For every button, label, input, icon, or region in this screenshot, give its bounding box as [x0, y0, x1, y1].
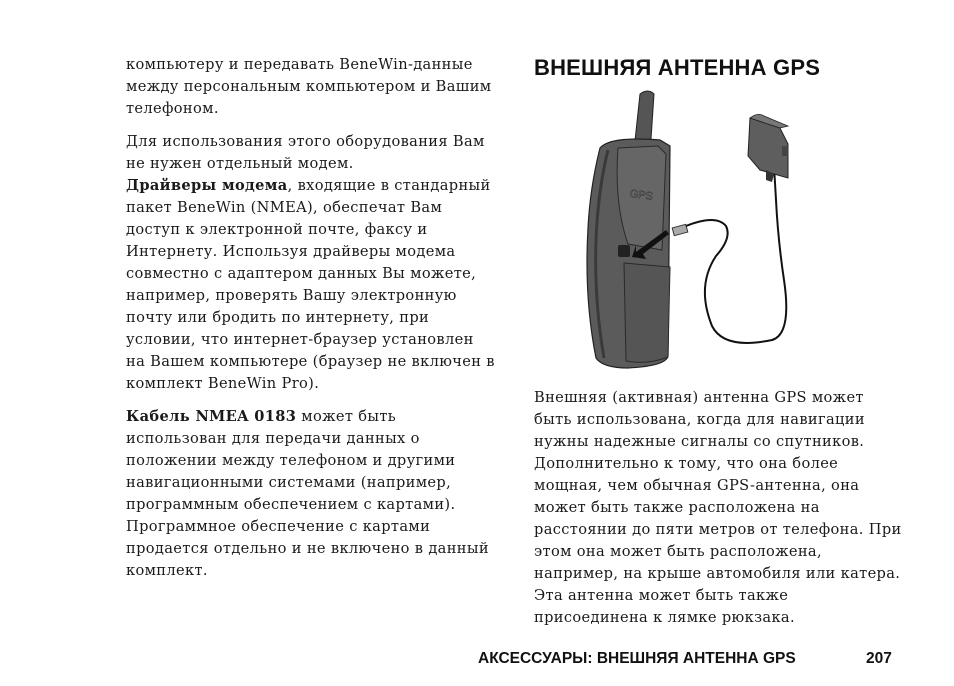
gps-antenna-illustration: [578, 88, 808, 373]
right-column-text: [534, 387, 904, 629]
paragraph-modem-drivers: [126, 175, 496, 395]
term-nmea-cable: Кабель NMEA 0183: [126, 408, 297, 425]
section-heading: ВНЕШНЯЯ АНТЕННА GPS: [534, 55, 821, 80]
footer-section-title: АКСЕССУАРЫ: ВНЕШНЯЯ АНТЕННА GPS: [478, 650, 796, 667]
left-column: [126, 54, 496, 593]
svg-text:GPS: GPS: [628, 187, 654, 204]
term-modem-drivers: Драйверы модема: [126, 177, 288, 194]
paragraph-data-transfer: компьютеру и передавать BeneWin-данные между персональным компьютером и Вашим телефоном.: [126, 56, 492, 117]
modem-drivers-text: , входящие в стандарный пакет BeneWin (NMEA), обеспечат Вам доступ к электронной почте, факсу и Интернету. Используя драйверы модема совместно с адаптером данных Вы можете, например, проверять Вашу электронную почту или бродить по интернету, при условии, что интернет-браузер установлен на Вашем компьютере (браузер не включен в комплект BeneWin Pro).: [126, 177, 495, 392]
paragraph-no-modem: Для использования этого оборудования Вам не нужен отдельный модем.: [126, 133, 485, 172]
nmea-cable-text: может быть использован для передачи данных о положении между телефоном и другими навигационными системами (например, программным обеспечением с картами). Программное обеспечение с картами продается отдельно и не включено в данный комплект.: [126, 408, 489, 579]
page-number: 207: [866, 650, 892, 667]
phone-antenna-icon: [578, 88, 808, 373]
paragraph-external-antenna: Внешняя (активная) антенна GPS может быть использована, когда для навигации нужны надежные сигналы со спутников. Дополнительно к тому, что она более мощная, чем обычная GPS-антенна, она может быть также расположена на расстоянии до пяти метров от телефона. При этом она может быть расположена, например, на крыше автомобиля или катера. Эта антенна может быть также присоединена к лямке рюкзака.: [534, 389, 902, 626]
page-footer: [478, 650, 892, 668]
paragraph-nmea-cable: [126, 406, 496, 582]
